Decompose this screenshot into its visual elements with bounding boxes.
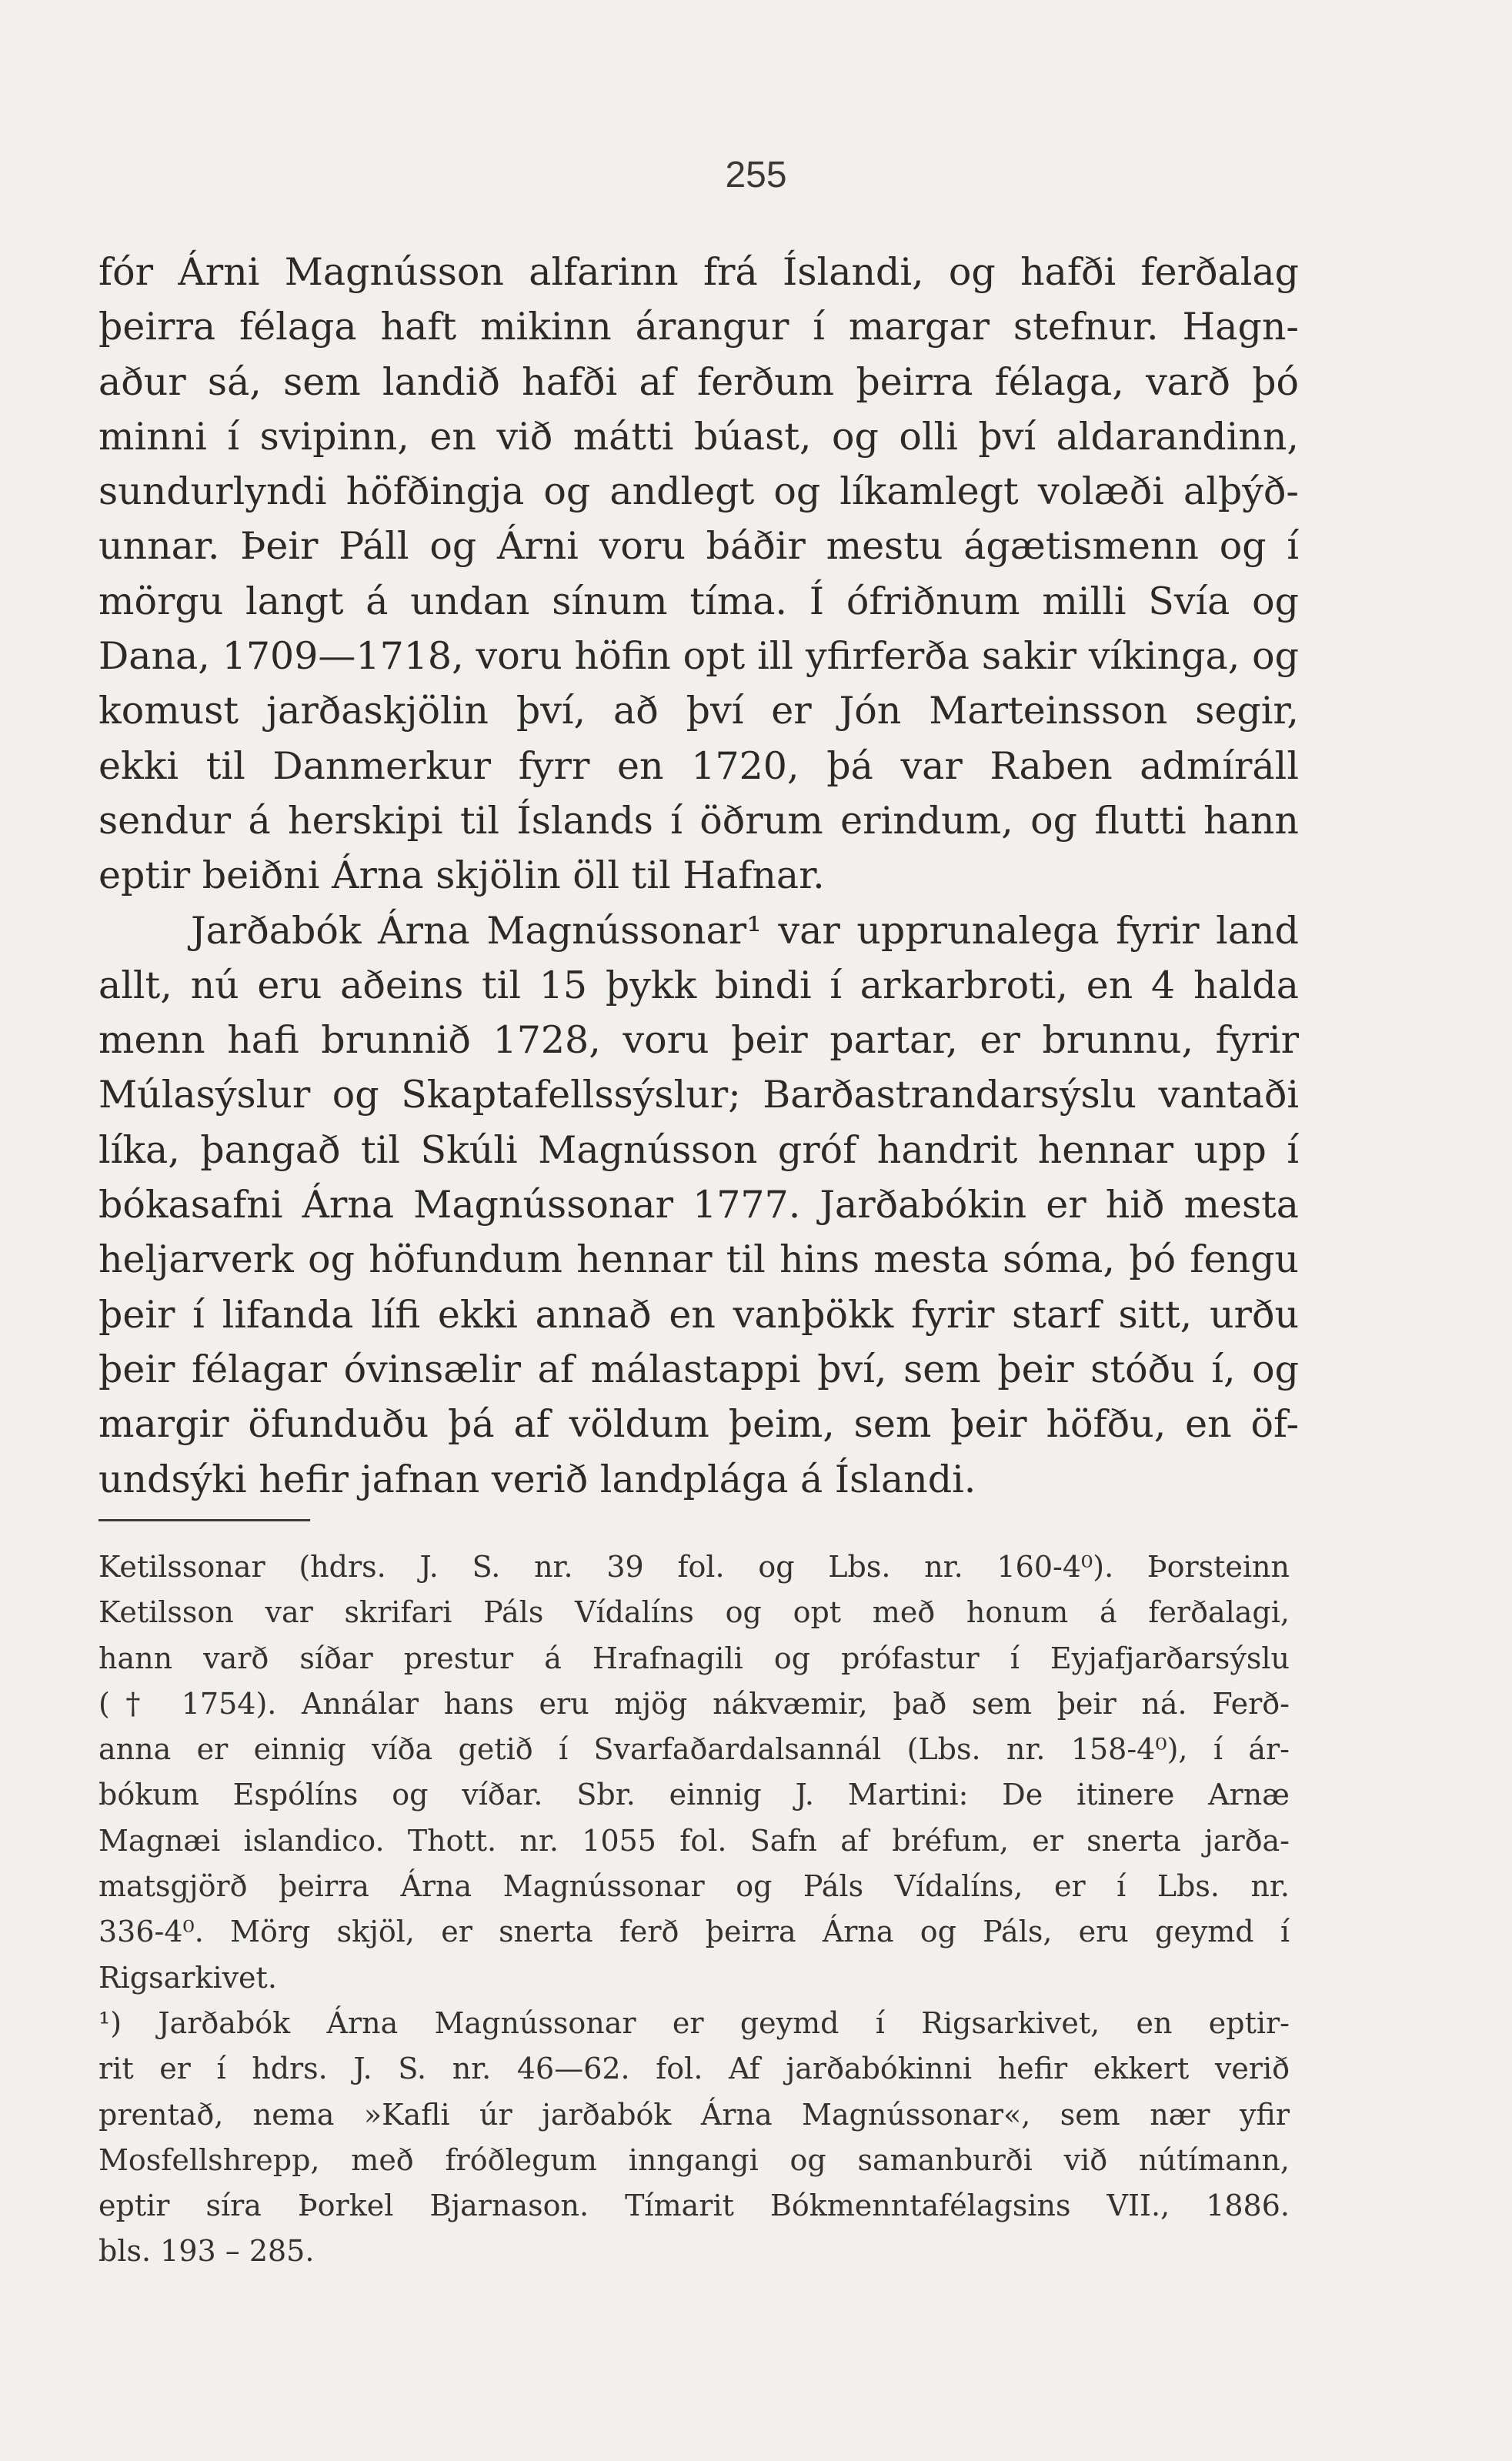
footnote-1-text: Jarðabók Árna Magnússonar er geymd í Rigsarkivet, en eptir- [122, 2005, 1290, 2040]
text-line: Dana, 1709—1718, voru höfin opt ill yfirferða sakir víkinga, og [98, 634, 1299, 679]
footnote-line: Ketilsson var skrifari Páls Vídalíns og opt með honum á ferðalagi, [98, 1595, 1290, 1630]
text-line: þeir félagar óvinsælir af málastappi því, sem þeir stóðu í, og [98, 1347, 1299, 1391]
footnote-line: († 1754). Annálar hans eru mjög nákvæmir, það sem þeir ná. Ferð- [98, 1686, 1290, 1721]
page-number: 255 [725, 155, 787, 195]
text-line: margir öfunduðu þá af völdum þeim, sem þeir höfðu, en öf- [98, 1402, 1299, 1447]
text-line: ekki til Danmerkur fyrr en 1720, þá var Raben admíráll [98, 743, 1299, 788]
text-line: mörgu langt á undan sínum tíma. Í ófriðnum milli Svía og [98, 579, 1299, 623]
text-line: eptir beiðni Árna skjölin öll til Hafnar. [98, 853, 825, 898]
text-line: þeir í lifanda lífi ekki annað en vanþökk fyrir starf sitt, urðu [98, 1292, 1299, 1337]
footnote-line: 336-4⁰. Mörg skjöl, er snerta ferð þeirra Árna og Páls, eru geymd í [98, 1915, 1290, 1949]
text-line: unnar. Þeir Páll og Árni voru báðir mestu ágætismenn og í [98, 524, 1299, 569]
text-line: Múlasýslur og Skaptafellssýslur; Barðastrandarsýslu vantaði [98, 1073, 1299, 1117]
text-line: minni í svipinn, en við mátti búast, og olli því aldarandinn, [98, 414, 1299, 459]
footnote-marker: ¹) [98, 2005, 122, 2040]
text-line: fór Árni Magnússon alfarinn frá Íslandi, og hafði ferðalag [98, 250, 1299, 294]
footnote-1-first-line [98, 2001, 1290, 2046]
footnote-line: Rigsarkivet. [98, 1960, 277, 1995]
text-line: þeirra félaga haft mikinn árangur í margar stefnur. Hagn- [98, 305, 1299, 349]
text-line: menn hafi brunnið 1728, voru þeir partar, er brunnu, fyrir [98, 1018, 1299, 1063]
text-line: bókasafni Árna Magnússonar 1777. Jarðabókin er hið mesta [98, 1183, 1299, 1227]
text-line: aður sá, sem landið hafði af ferðum þeirra félaga, varð þó [98, 359, 1299, 404]
text-line: undsýki hefir jafnan verið landplága á Íslandi. [98, 1457, 976, 1501]
footnote-line: bókum Espólíns og víðar. Sbr. einnig J. Martini: De itinere Arnæ [98, 1778, 1290, 1812]
text-line: allt, nú eru aðeins til 15 þykk bindi í arkarbroti, en 4 halda [98, 963, 1299, 1007]
footnote-line: Ketilssonar (hdrs. J. S. nr. 39 fol. og Lbs. nr. 160-4⁰). Þorsteinn [98, 1550, 1290, 1584]
text-line: sendur á herskipi til Íslands í öðrum erindum, og flutti hann [98, 798, 1299, 843]
footnote-line: bls. 193 – 285. [98, 2234, 315, 2269]
footnote-line: prentað, nema »Kafli úr jarðabók Árna Magnússonar«, sem nær yfir [98, 2097, 1290, 2132]
footnote-line: eptir síra Þorkel Bjarnason. Tímarit Bókmenntafélagsins VII., 1886. [98, 2189, 1290, 2223]
footnotes [98, 1544, 1290, 2275]
footnote-line: Mosfellshrepp, með fróðlegum inngangi og samanburði við nútímann, [98, 2142, 1290, 2177]
text-line: sundurlyndi höfðingja og andlegt og líkamlegt volæði alþýð- [98, 469, 1299, 514]
footnote-line: hann varð síðar prestur á Hrafnagili og prófastur í Eyjafjarðarsýslu [98, 1641, 1290, 1675]
text-line: líka, þangað til Skúli Magnússon gróf handrit hennar upp í [98, 1127, 1299, 1172]
text-line: komust jarðaskjölin því, að því er Jón Marteinsson segir, [98, 689, 1299, 733]
footnote-line: rit er í hdrs. J. S. nr. 46—62. fol. Af jarðabókinni hefir ekkert verið [98, 2052, 1290, 2086]
footnote-line: Magnæi islandico. Thott. nr. 1055 fol. Safn af bréfum, er snerta jarða- [98, 1823, 1290, 1858]
footnote-divider [98, 1519, 310, 1521]
footnote-line: anna er einnig víða getið í Svarfaðardalsannál (Lbs. nr. 158-4⁰), í ár- [98, 1732, 1290, 1767]
main-text [98, 245, 1299, 1507]
footnote-line: matsgjörð þeirra Árna Magnússonar og Páls Vídalíns, er í Lbs. nr. [98, 1869, 1290, 1904]
text-line: heljarverk og höfundum hennar til hins mesta sóma, þó fengu [98, 1237, 1299, 1282]
text-line: Jarðabók Árna Magnússonar¹ var upprunalega fyrir land [191, 908, 1299, 953]
